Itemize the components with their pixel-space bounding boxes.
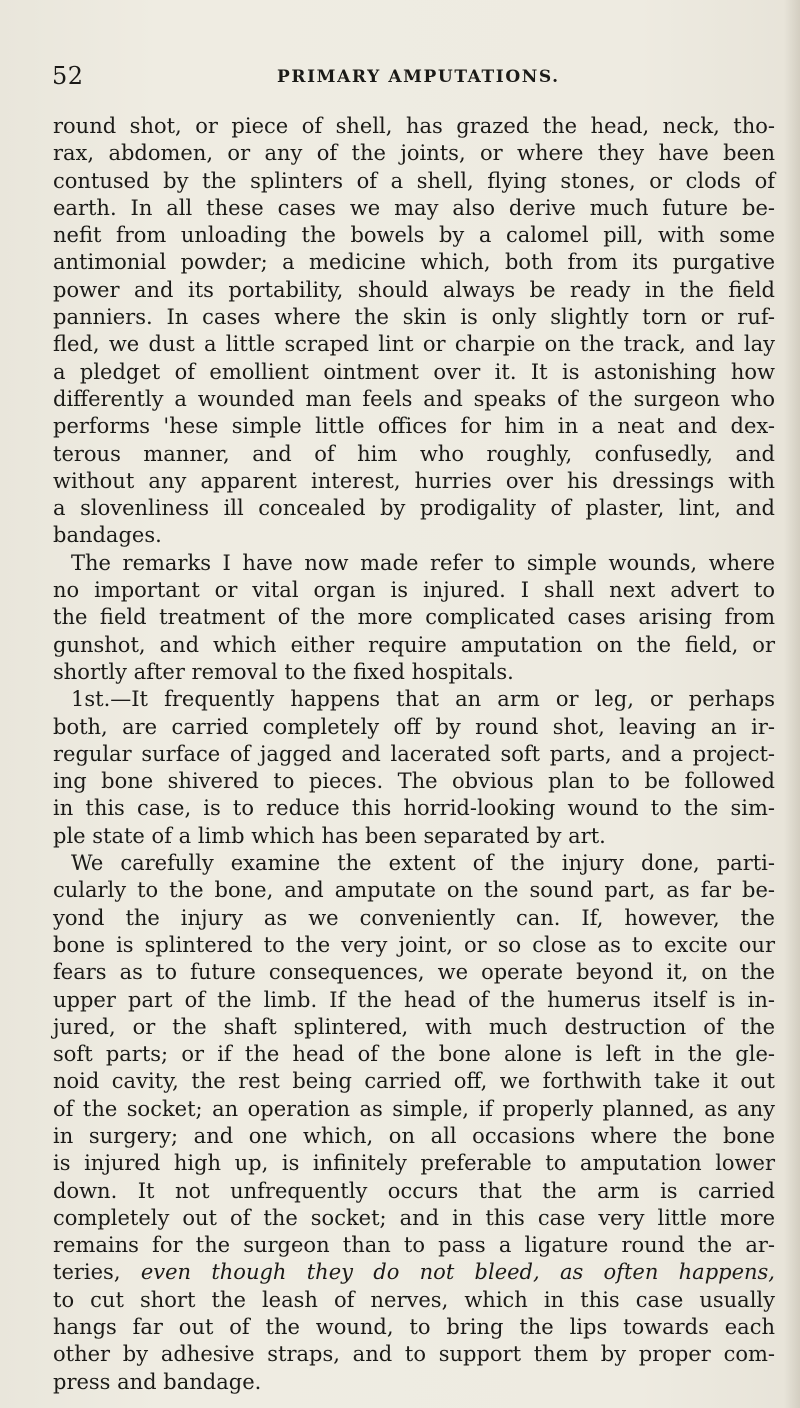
- text-line: is injured high up, is infinitely preferable to amputation lower: [53, 1151, 775, 1176]
- text-line: upper part of the limb. If the head of the humerus itself is in-: [53, 987, 775, 1012]
- text-line: in this case, is to reduce this horrid-looking wound to the sim-: [53, 796, 775, 821]
- text-line-with-italic: [53, 1259, 775, 1286]
- text-line: bandages.: [53, 523, 162, 548]
- text-line: earth. In all these cases we may also derive much future be-: [53, 195, 775, 220]
- text-line: a pledget of emollient ointment over it. It is astonishing how: [53, 359, 775, 384]
- text-line: remains for the surgeon than to pass a ligature round the ar-: [53, 1233, 775, 1258]
- text-segment: teries,: [53, 1260, 121, 1285]
- text-line: gunshot, and which either require amputation on the field, or: [53, 632, 775, 657]
- text-line: other by adhesive straps, and to support them by proper com-: [53, 1342, 775, 1367]
- text-line: soft parts; or if the head of the bone alone is left in the gle-: [53, 1042, 775, 1067]
- text-line: fears as to future consequences, we operate beyond it, on the: [53, 960, 775, 985]
- italic-text-segment: even though they do not bleed, as often happens,: [140, 1260, 775, 1285]
- page-header: [52, 62, 772, 92]
- text-line: completely out of the socket; and in this case very little more: [53, 1205, 775, 1230]
- text-line: a slovenliness ill concealed by prodigality of plaster, lint, and: [53, 496, 775, 521]
- text-line: noid cavity, the rest being carried off, we forthwith take it out: [53, 1069, 775, 1094]
- text-line: panniers. In cases where the skin is only slightly torn or ruf-: [53, 305, 775, 330]
- text-line: the field treatment of the more complicated cases arising from: [53, 605, 775, 630]
- text-line: to cut short the leash of nerves, which in this case usually: [53, 1287, 775, 1312]
- text-line: nefit from unloading the bowels by a calomel pill, with some: [53, 223, 775, 248]
- text-line: regular surface of jagged and lacerated soft parts, and a project-: [53, 741, 775, 766]
- text-line: The remarks I have now made refer to simple wounds, where: [71, 550, 775, 575]
- text-line: performs 'hese simple little offices for him in a neat and dex-: [53, 414, 775, 439]
- text-line: shortly after removal to the fixed hospitals.: [53, 659, 514, 684]
- text-line: differently a wounded man feels and speaks of the surgeon who: [53, 386, 775, 411]
- text-line: power and its portability, should always be ready in the field: [53, 277, 775, 302]
- text-line: press and bandage.: [53, 1369, 262, 1394]
- text-line: bone is splintered to the very joint, or so close as to excite our: [53, 932, 775, 957]
- text-line: rax, abdomen, or any of the joints, or where they have been: [53, 141, 775, 166]
- text-line: jured, or the shaft splintered, with much destruction of the: [53, 1014, 775, 1039]
- text-line: 1st.—It frequently happens that an arm or leg, or perhaps: [71, 687, 775, 712]
- text-line: fled, we dust a little scraped lint or charpie on the track, and lay: [53, 332, 775, 357]
- text-line: round shot, or piece of shell, has grazed the head, neck, tho-: [53, 114, 775, 138]
- text-line: without any apparent interest, hurries over his dressings with: [53, 468, 775, 493]
- running-title: PRIMARY AMPUTATIONS.: [277, 67, 560, 87]
- text-line: down. It not unfrequently occurs that the arm is carried: [53, 1178, 775, 1203]
- text-line: antimonial powder; a medicine which, both from its purgative: [53, 250, 775, 275]
- text-line: We carefully examine the extent of the injury done, parti-: [71, 851, 775, 876]
- text-line: ple state of a limb which has been separated by art.: [53, 823, 606, 848]
- body-text: [53, 113, 775, 1396]
- page-number: 52: [52, 62, 84, 90]
- text-line: contused by the splinters of a shell, flying stones, or clods of: [53, 168, 775, 193]
- text-line: no important or vital organ is injured. I shall next advert to: [53, 578, 775, 603]
- text-line: of the socket; an operation as simple, if properly planned, as any: [53, 1096, 775, 1121]
- page-edge-shadow: [784, 0, 800, 1408]
- text-line: yond the injury as we conveniently can. If, however, the: [53, 905, 775, 930]
- text-line: cularly to the bone, and amputate on the sound part, as far be-: [53, 878, 775, 903]
- text-line: hangs far out of the wound, to bring the lips towards each: [53, 1315, 775, 1340]
- text-line: both, are carried completely off by round shot, leaving an ir-: [53, 714, 775, 739]
- text-line: ing bone shivered to pieces. The obvious plan to be followed: [53, 769, 775, 794]
- text-line: in surgery; and one which, on all occasions where the bone: [53, 1123, 775, 1148]
- text-line: terous manner, and of him who roughly, confusedly, and: [53, 441, 775, 466]
